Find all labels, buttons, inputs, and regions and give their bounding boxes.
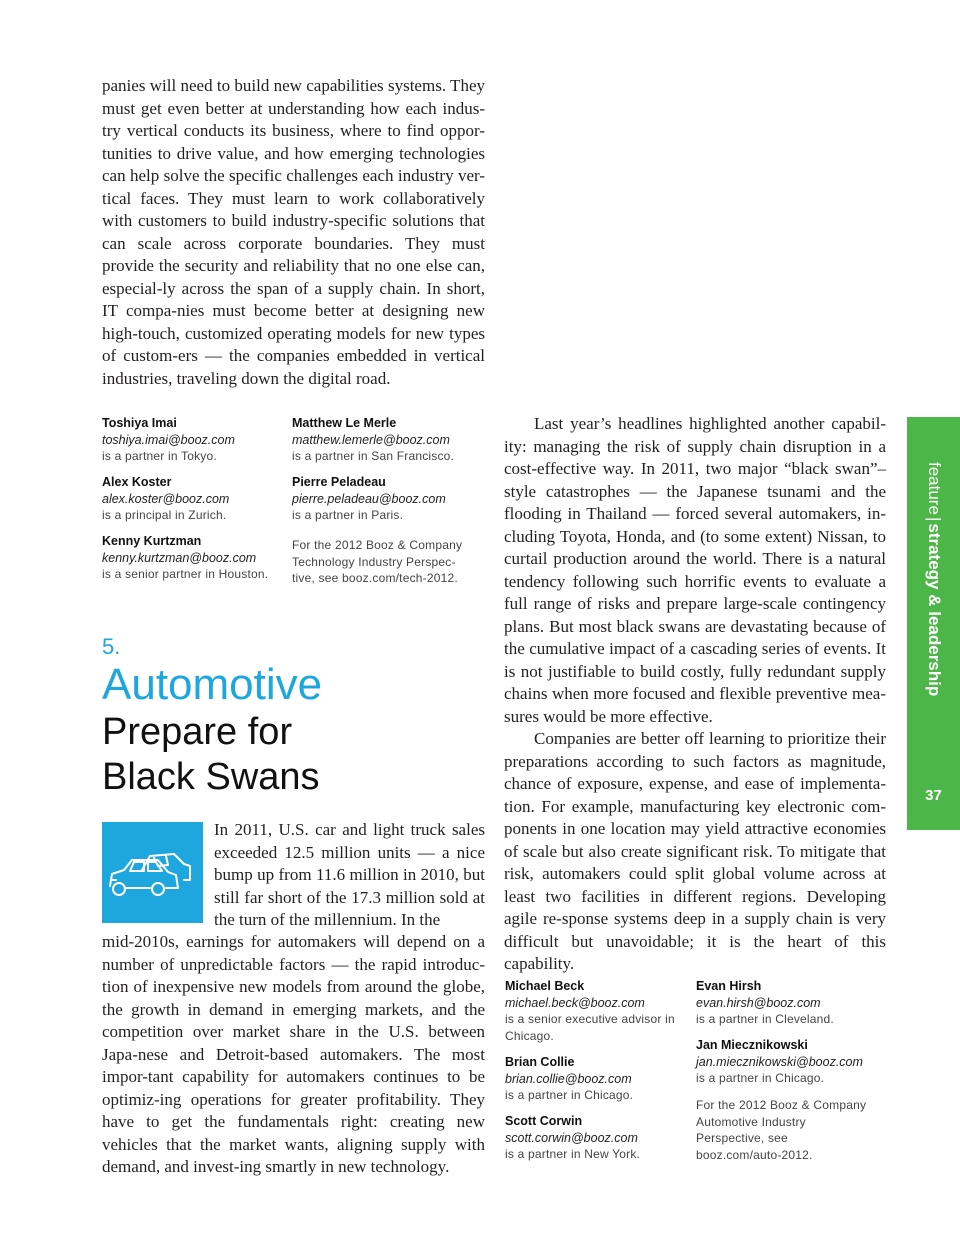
bio-role: is a partner in New York.: [505, 1147, 641, 1161]
auto-paragraph-rest: mid-2010s, earnings for automakers will depend on a number of unpredictable factors — the rapid introduc-tion of inexpensive new models from around the globe, the growth in demand in emerging markets, and the competition over market share in the U.S. between Japa-nese and Detroit-based automakers. The most impor-tant capability for automakers continues to be optimiz-ing operations for greater profitability. They have to get the fundamentals right: creating new vehicles that the market wants, aligning supply with demand, and invest-ing smartly in new technology.: [102, 932, 485, 1176]
bio-scott-corwin: [505, 1113, 690, 1163]
bio-name: Scott Corwin: [505, 1114, 583, 1128]
bio-matthew-le-merle: [292, 415, 477, 465]
bio-name: Pierre Peladeau: [292, 475, 386, 489]
bio-role: is a partner in Chicago.: [696, 1071, 825, 1085]
bio-name: Alex Koster: [102, 475, 172, 489]
section-tab: [907, 417, 960, 830]
bio-email[interactable]: jan.miecznikowski@booz.com: [696, 1054, 863, 1069]
bio-toshiya-imai: [102, 415, 287, 465]
right-paragraph-1: Last year’s headlines highlighted another capabil-ity: managing the risk of supply chain disruption in a cost-effective way. In 2011, two major “black swan”–style catastrophes — the Japanese tsunami and the flooding in Thailand — forced several automakers, in-cluding Toyota, Honda, and (to some extent) Nissan, to curtail production around the world. There is a natural tendency following such horrific events to evaluate a full range of risks and prepare large-scale contingency plans. But most black swans are devastating because of the cumulative impact of a cascading series of events. It is not justifiable to build costly, fully redundant supply chains when more focused and flexible preventive mea-sures would be more effective.: [504, 414, 886, 726]
bio-michael-beck: [505, 978, 690, 1044]
bio-jan-miecznikowski: [696, 1037, 881, 1087]
section-tab-label: [907, 417, 960, 787]
section-word: feature: [924, 462, 944, 515]
bio-kenny-kurtzman: [102, 533, 287, 583]
bio-email[interactable]: michael.beck@booz.com: [505, 995, 645, 1010]
bio-name: Toshiya Imai: [102, 416, 177, 430]
auto-perspective-note: For the 2012 Booz & Company Automotive Industry Perspective, see booz.com/auto-2012.: [696, 1098, 867, 1162]
section-category: strategy & leadership: [924, 523, 944, 697]
bio-role: is a partner in San Francisco.: [292, 449, 455, 463]
section-title: Automotive: [102, 660, 323, 709]
bio-role: is a senior partner in Houston.: [102, 567, 269, 581]
bio-alex-koster: [102, 474, 287, 524]
auto-paragraph-lead: In 2011, U.S. car and light truck sales exceeded 12.5 million units — a nice bump up from 11.6 million in 2010, but still far short of the 17.3 million sold at the turn of the millennium. In the: [214, 820, 485, 929]
intro-paragraph: panies will need to build new capabilities systems. They must get even better at understanding how each indus-try vertical conducts its business, where to find oppor-tunities to drive value, and how emerging technologies can help solve the specific challenges each industry ver-tical faces. They must learn to work collaboratively with customers to build industry-specific solutions that can scale across corporate boundaries. They must provide the security and reliability that no one else can, especial-ly across the span of a supply chain. In short, IT compa-nies must become better at designing new high-touch, customized operating models for new types of custom-ers — the companies embedded in vertical industries, traveling down the digital road.: [102, 76, 485, 388]
bio-email[interactable]: matthew.lemerle@booz.com: [292, 432, 450, 447]
car-icon: [102, 822, 203, 923]
bio-name: Kenny Kurtzman: [102, 534, 202, 548]
bio-role: is a partner in Tokyo.: [102, 449, 217, 463]
bio-role: is a partner in Cleveland.: [696, 1012, 834, 1026]
section-divider: |: [924, 516, 944, 522]
bio-role: is a partner in Paris.: [292, 508, 404, 522]
bio-email[interactable]: toshiya.imai@booz.com: [102, 432, 235, 447]
section-tab-text: [924, 462, 944, 696]
right-paragraph-2: Companies are better off learning to prioritize their preparations according to such factors as magnitude, chance of exposure, expense, and ease of implementa-tion. For example, manufacturing key electronic com-ponents in one location may yield attractive economies of scale but also create significant risk. To mitigate that risk, automakers could split global volume across at least two facilities in different regions. Developing agile re-sponse systems deep in a supply chain is very difficult but unavoidable; it is the heart of this capability.: [504, 729, 886, 973]
bio-email[interactable]: brian.collie@booz.com: [505, 1071, 632, 1086]
bio-email[interactable]: alex.koster@booz.com: [102, 491, 230, 506]
bio-role: is a senior executive advisor in Chicago.: [505, 1012, 675, 1043]
section-subtitle-line2: Black Swans: [102, 756, 320, 798]
bio-name: Michael Beck: [505, 979, 585, 993]
bio-email[interactable]: pierre.peladeau@booz.com: [292, 491, 446, 506]
bio-brian-collie: [505, 1054, 690, 1104]
bio-name: Jan Miecznikowski: [696, 1038, 808, 1052]
bio-name: Brian Collie: [505, 1055, 575, 1069]
page-number: 37: [925, 787, 942, 804]
bio-email[interactable]: scott.corwin@booz.com: [505, 1130, 638, 1145]
bio-email[interactable]: kenny.kurtzman@booz.com: [102, 550, 257, 565]
bio-evan-hirsh: [696, 978, 881, 1028]
bio-name: Matthew Le Merle: [292, 416, 397, 430]
bio-email[interactable]: evan.hirsh@booz.com: [696, 995, 821, 1010]
tech-perspective-note: For the 2012 Booz & Company Technology Industry Perspec-tive, see booz.com/tech-2012.: [292, 538, 463, 585]
bio-role: is a partner in Chicago.: [505, 1088, 634, 1102]
section-subtitle-line1: Prepare for: [102, 711, 293, 753]
bio-pierre-peladeau: [292, 474, 477, 524]
section-number: 5.: [102, 634, 121, 659]
bio-role: is a principal in Zurich.: [102, 508, 227, 522]
right-column: [504, 413, 886, 976]
bio-name: Evan Hirsh: [696, 979, 762, 993]
